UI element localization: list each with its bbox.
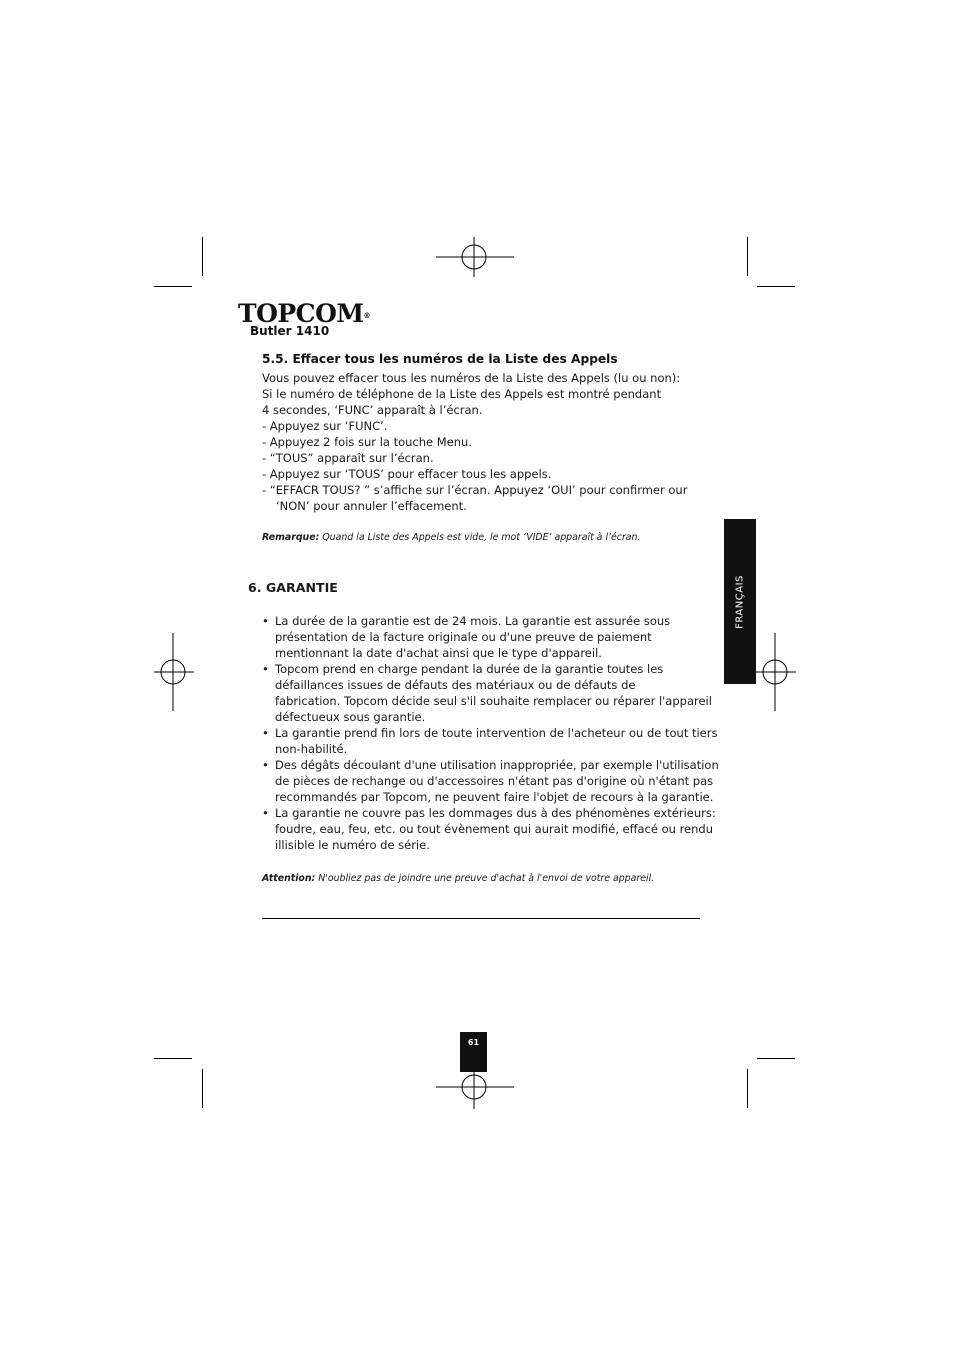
text-line: non-habilité. (275, 742, 348, 756)
list-item (262, 661, 712, 725)
language-tab (724, 519, 756, 684)
divider (262, 918, 700, 919)
text-line: foudre, eau, feu, etc. ou tout évènement qui aurait modifié, effacé ou rendu (275, 822, 714, 836)
language-label: FRANÇAIS (734, 574, 746, 629)
text-line: - Appuyez sur ‘TOUS’ pour effacer tous les appels. (262, 467, 552, 481)
list-item (262, 805, 716, 853)
text-line: ‘NON’ pour annuler l’effacement. (276, 499, 467, 513)
brand-text: TOPCOM (238, 299, 364, 328)
model-name: Butler 1410 (250, 324, 330, 338)
text-line: Si le numéro de téléphone de la Liste des Appels est montré pendant (262, 387, 662, 401)
text-line: présentation de la facture originale ou d'une preuve de paiement (275, 630, 652, 644)
registered-mark: ® (363, 311, 371, 320)
text-line: défaillances issues de défauts des matériaux ou de défauts de (275, 678, 636, 692)
attention-text: N'oubliez pas de joindre une preuve d'achat à l'envoi de votre appareil. (315, 873, 655, 884)
note-label: Remarque: (262, 532, 320, 543)
registration-mark-icon (154, 633, 194, 711)
bullet-icon: • (262, 726, 269, 740)
registration-mark-icon (756, 633, 796, 711)
text-line: La durée de la garantie est de 24 mois. La garantie est assurée sous (275, 614, 671, 628)
text-line: - “TOUS” apparaît sur l’écran. (262, 451, 434, 465)
text-line: - Appuyez sur ‘FUNC’. (262, 419, 388, 433)
list-item (262, 725, 718, 757)
registration-mark-icon (436, 1069, 514, 1109)
attention-label: Attention: (262, 873, 316, 884)
crop-mark (747, 1069, 748, 1108)
crop-mark (154, 286, 192, 287)
text-line: Vous pouvez effacer tous les numéros de la Liste des Appels (lu ou non): (262, 371, 681, 385)
text-line: fabrication. Topcom décide seul s'il souhaite remplacer ou réparer l'appareil (275, 694, 712, 708)
text-line: La garantie ne couvre pas les dommages dus à des phénomènes extérieurs: (275, 806, 716, 820)
registration-mark-icon (436, 237, 514, 277)
text-line: illisible le numéro de série. (275, 838, 430, 852)
list-item (262, 613, 712, 661)
section-body (262, 370, 712, 514)
text-line: recommandés par Topcom, ne peuvent faire l'objet de recours à la garantie. (275, 790, 714, 804)
text-line: - “EFFACR TOUS? ” s’affiche sur l’écran. Appuyez ‘OUI’ pour confirmer our (262, 483, 688, 497)
text-line: 4 secondes, ‘FUNC’ apparaît à l’écran. (262, 403, 483, 417)
text-line: - Appuyez 2 fois sur la touche Menu. (262, 435, 472, 449)
text-line: La garantie prend fin lors de toute intervention de l'acheteur ou de tout tiers (275, 726, 718, 740)
crop-mark (202, 237, 203, 276)
page-number: 61 (467, 1038, 480, 1047)
text-line: défectueux sous garantie. (275, 710, 426, 724)
crop-mark (154, 1058, 192, 1059)
crop-mark (202, 1069, 203, 1108)
bullet-icon: • (262, 806, 269, 820)
section-heading: 6. GARANTIE (248, 580, 338, 595)
attention-note (262, 873, 654, 884)
bullet-icon: • (262, 662, 269, 676)
note (262, 532, 640, 543)
bullet-icon: • (262, 758, 269, 772)
crop-mark (747, 237, 748, 276)
text-line: de pièces de rechange ou d'accessoires n'étant pas d'origine où n'étant pas (275, 774, 714, 788)
page-number-box (460, 1032, 487, 1072)
text-line: Des dégâts découlant d'une utilisation inappropriée, par exemple l'utilisation (275, 758, 719, 772)
crop-mark (757, 1058, 795, 1059)
list-item (262, 757, 719, 805)
section-title: 5.5. Effacer tous les numéros de la Liste des Appels (262, 352, 618, 366)
crop-mark (757, 286, 795, 287)
text-line: mentionnant la date d'achat ainsi que le type d'appareil. (275, 646, 602, 660)
note-text: Quand la Liste des Appels est vide, le mot ‘VIDE’ apparaît à l’écran. (319, 532, 641, 543)
text-line: Topcom prend en charge pendant la durée de la garantie toutes les (275, 662, 664, 676)
bullet-icon: • (262, 614, 269, 628)
warranty-list (262, 613, 719, 853)
